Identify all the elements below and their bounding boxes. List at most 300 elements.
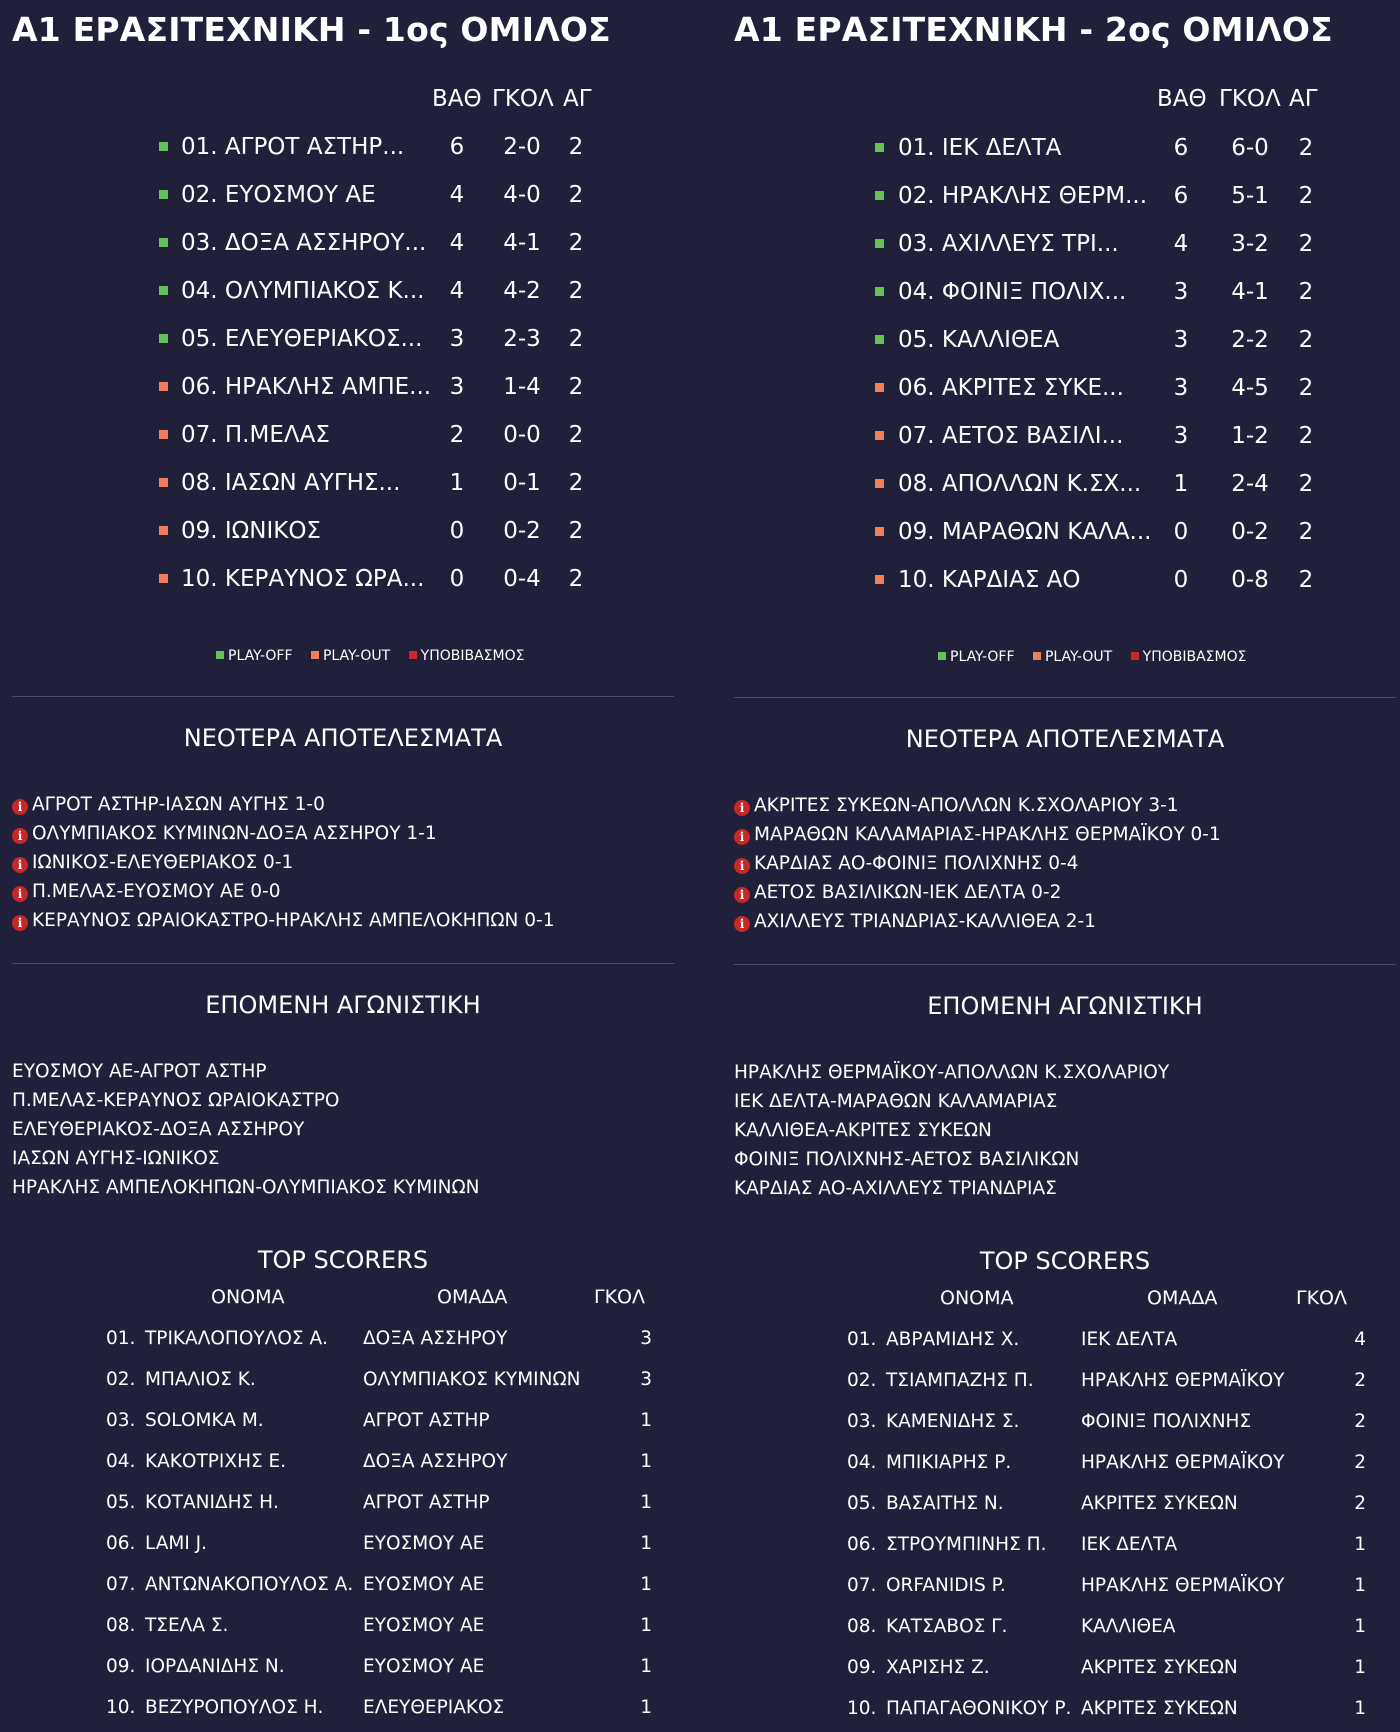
team-position: 08. <box>181 470 218 496</box>
team-position: 05. <box>898 327 935 353</box>
scorer-goals: 1 <box>640 1410 652 1431</box>
team-played: 2 <box>1298 567 1314 593</box>
scorer-name: ΚΑΜΕΝΙΔΗΣ Σ. <box>886 1411 1020 1432</box>
result-item[interactable] <box>12 910 555 936</box>
scorer-row[interactable] <box>734 1370 1396 1404</box>
scorer-position: 07. <box>847 1575 877 1596</box>
team-name: ΑΚΡΙΤΕΣ ΣΥΚΕ... <box>941 375 1124 401</box>
team-goals: 1-4 <box>503 374 541 400</box>
scorer-name: ΑΝΤΩΝΑΚΟΠΟΥΛΟΣ Α. <box>145 1574 354 1595</box>
zone-marker <box>875 191 884 200</box>
team-name: ΑΧΙΛΛΕΥΣ ΤΡΙ... <box>941 231 1119 257</box>
result-item[interactable] <box>734 795 1179 821</box>
scorer-name: ΠΑΠΑΓΑΘΟΝΙΚΟΥ Ρ. <box>886 1698 1072 1719</box>
zone-marker <box>159 574 168 583</box>
scorer-row[interactable] <box>734 1534 1396 1568</box>
team-goals: 0-1 <box>503 470 541 496</box>
standings-row[interactable] <box>734 557 1396 605</box>
team-position: 09. <box>181 518 218 544</box>
info-icon[interactable]: i <box>12 828 28 844</box>
result-item[interactable] <box>734 911 1096 937</box>
team-goals: 4-1 <box>1231 279 1269 305</box>
relegation-legend-label: ΥΠΟΒΙΒΑΣΜΟΣ <box>1142 649 1247 665</box>
scorer-name: ΒΕΖΥΡΟΠΟΥΛΟΣ Η. <box>145 1697 324 1718</box>
team-name: ΚΑΛΛΙΘΕΑ <box>941 327 1060 353</box>
playoff-legend-marker <box>216 651 224 659</box>
scorer-name: ΜΠΙΚΙΑΡΗΣ Ρ. <box>886 1452 1012 1473</box>
scorer-row[interactable] <box>734 1657 1396 1691</box>
result-item[interactable] <box>12 852 293 878</box>
info-icon[interactable]: i <box>734 887 750 903</box>
team-points: 2 <box>449 422 465 448</box>
scorer-team: ΕΥΟΣΜΟΥ ΑΕ <box>363 1615 485 1636</box>
team-name: ΙΕΚ ΔΕΛΤΑ <box>941 135 1062 161</box>
team-name: ΕΛΕΥΘΕΡΙΑΚΟΣ... <box>224 326 423 352</box>
section-divider <box>734 697 1396 698</box>
team-goals: 2-4 <box>1231 471 1269 497</box>
result-text: ΚΑΡΔΙΑΣ ΑΟ-ΦΟΙΝΙΞ ΠΟΛΙΧΝΗΣ 0-4 <box>754 853 1079 874</box>
scorer-goals: 1 <box>1354 1534 1366 1555</box>
team-goals: 4-5 <box>1231 375 1269 401</box>
team-played: 2 <box>1298 375 1314 401</box>
team-points: 6 <box>449 134 465 160</box>
team-goals: 2-3 <box>503 326 541 352</box>
team-points: 0 <box>449 566 465 592</box>
scorer-team: ΙΕΚ ΔΕΛΤΑ <box>1081 1329 1178 1350</box>
standings-row[interactable] <box>12 172 674 220</box>
scorers-team-header: ΟΜΑΔΑ <box>1147 1287 1218 1309</box>
team-position: 01. <box>181 134 218 160</box>
scorer-position: 03. <box>847 1411 877 1432</box>
results-title: ΝΕΟΤΕΡΑ ΑΠΟΤΕΛΕΣΜΑΤΑ <box>905 725 1225 753</box>
scorer-position: 01. <box>847 1329 877 1350</box>
points-header: ΒΑΘ <box>432 86 482 112</box>
team-goals: 1-2 <box>1231 423 1269 449</box>
scorer-name: ΤΣΕΛΑ Σ. <box>145 1615 229 1636</box>
scorer-row[interactable] <box>12 1492 674 1526</box>
zone-marker <box>875 239 884 248</box>
team-goals: 6-0 <box>1231 135 1269 161</box>
scorer-position: 08. <box>847 1616 877 1637</box>
scorer-team: ΑΚΡΙΤΕΣ ΣΥΚΕΩΝ <box>1081 1657 1238 1678</box>
scorer-team: ΗΡΑΚΛΗΣ ΘΕΡΜΑΪΚΟΥ <box>1081 1370 1285 1391</box>
team-name: ΑΓΡΟΤ ΑΣΤΗΡ... <box>224 134 405 160</box>
played-header: ΑΓ <box>563 86 592 112</box>
zone-marker <box>875 479 884 488</box>
scorer-name: ΚΟΤΑΝΙΔΗΣ Η. <box>145 1492 279 1513</box>
team-played: 2 <box>568 182 584 208</box>
scorer-team: ΕΛΕΥΘΕΡΙΑΚΟΣ <box>363 1697 505 1718</box>
team-points: 6 <box>1173 135 1189 161</box>
team-points: 3 <box>449 326 465 352</box>
team-points: 0 <box>449 518 465 544</box>
team-played: 2 <box>1298 471 1314 497</box>
zone-marker <box>875 527 884 536</box>
team-name: Π.ΜΕΛΑΣ <box>224 422 330 448</box>
team-name: ΚΕΡΑΥΝΟΣ ΩΡΑ... <box>224 566 425 592</box>
scorer-position: 07. <box>106 1574 136 1595</box>
scorer-team: ΦΟΙΝΙΞ ΠΟΛΙΧΝΗΣ <box>1081 1411 1252 1432</box>
scorer-row[interactable] <box>12 1369 674 1403</box>
team-name: ΙΑΣΩΝ ΑΥΓΗΣ... <box>224 470 401 496</box>
group-title: Α1 ΕΡΑΣΙΤΕΧΝΙΚΗ - 1ος ΟΜΙΛΟΣ <box>12 10 611 49</box>
scorers-goals-header: ΓΚΟΛ <box>1296 1287 1347 1309</box>
scorer-position: 06. <box>847 1534 877 1555</box>
team-goals: 3-2 <box>1231 231 1269 257</box>
team-position: 06. <box>181 374 218 400</box>
team-goals: 2-0 <box>503 134 541 160</box>
team-points: 4 <box>449 182 465 208</box>
team-points: 6 <box>1173 183 1189 209</box>
team-position: 07. <box>898 423 935 449</box>
scorer-row[interactable] <box>734 1411 1396 1445</box>
scorer-goals: 1 <box>640 1656 652 1677</box>
scorer-position: 02. <box>847 1370 877 1391</box>
zone-marker <box>159 526 168 535</box>
result-text: ΑΧΙΛΛΕΥΣ ΤΡΙΑΝΔΡΙΑΣ-ΚΑΛΛΙΘΕΑ 2-1 <box>754 911 1096 932</box>
standings-row[interactable] <box>734 269 1396 317</box>
info-icon[interactable]: i <box>12 886 28 902</box>
scorer-row[interactable] <box>12 1410 674 1444</box>
fixture-item: ΙΕΚ ΔΕΛΤΑ-ΜΑΡΑΘΩΝ ΚΑΛΑΜΑΡΙΑΣ <box>734 1091 1058 1112</box>
result-item[interactable] <box>12 823 437 849</box>
scorer-goals: 1 <box>640 1697 652 1718</box>
team-played: 2 <box>1298 327 1314 353</box>
result-text: ΜΑΡΑΘΩΝ ΚΑΛΑΜΑΡΙΑΣ-ΗΡΑΚΛΗΣ ΘΕΡΜΑΪΚΟΥ 0-1 <box>754 824 1221 845</box>
playout-legend-marker <box>1033 652 1041 660</box>
standings-legend <box>938 649 1260 669</box>
team-goals: 0-0 <box>503 422 541 448</box>
zone-marker <box>159 190 168 199</box>
team-played: 2 <box>1298 183 1314 209</box>
scorer-name: LAMI J. <box>145 1533 208 1554</box>
team-goals: 4-1 <box>503 230 541 256</box>
scorers-team-header: ΟΜΑΔΑ <box>437 1286 508 1308</box>
result-item[interactable] <box>734 824 1221 850</box>
team-goals: 4-2 <box>503 278 541 304</box>
result-item[interactable] <box>12 794 325 820</box>
team-played: 2 <box>568 230 584 256</box>
scorer-row[interactable] <box>734 1616 1396 1650</box>
team-position: 08. <box>898 471 935 497</box>
playoff-legend-label: PLAY-OFF <box>950 649 1015 665</box>
team-goals: 4-0 <box>503 182 541 208</box>
info-icon[interactable]: i <box>734 829 750 845</box>
team-name: ΕΥΟΣΜΟΥ ΑΕ <box>224 182 376 208</box>
relegation-legend-marker <box>409 651 417 659</box>
result-item[interactable] <box>734 853 1078 879</box>
scorer-row[interactable] <box>12 1574 674 1608</box>
team-position: 01. <box>898 135 935 161</box>
team-position: 06. <box>898 375 935 401</box>
team-position: 03. <box>181 230 218 256</box>
scorer-name: SOLOMKA M. <box>145 1410 264 1431</box>
info-icon[interactable]: i <box>734 916 750 932</box>
playoff-legend-label: PLAY-OFF <box>228 648 293 664</box>
team-name: ΦΟΙΝΙΞ ΠΟΛΙΧ... <box>941 279 1127 305</box>
team-played: 2 <box>568 134 584 160</box>
scorer-team: ΑΓΡΟΤ ΑΣΤΗΡ <box>363 1410 490 1431</box>
scorer-position: 06. <box>106 1533 136 1554</box>
relegation-legend-label: ΥΠΟΒΙΒΑΣΜΟΣ <box>420 648 525 664</box>
result-text: ΑΕΤΟΣ ΒΑΣΙΛΙΚΩΝ-ΙΕΚ ΔΕΛΤΑ 0-2 <box>754 882 1062 903</box>
info-icon[interactable]: i <box>12 799 28 815</box>
standings-row[interactable] <box>12 316 674 364</box>
result-text: ΚΕΡΑΥΝΟΣ ΩΡΑΙΟΚΑΣΤΡΟ-ΗΡΑΚΛΗΣ ΑΜΠΕΛΟΚΗΠΩΝ 0-1 <box>32 910 555 931</box>
standings-row[interactable] <box>734 413 1396 461</box>
scorer-name: ΣΤΡΟΥΜΠΙΝΗΣ Π. <box>886 1534 1047 1555</box>
team-name: ΗΡΑΚΛΗΣ ΘΕΡΜ... <box>941 183 1148 209</box>
scorer-row[interactable] <box>734 1329 1396 1363</box>
zone-marker <box>875 335 884 344</box>
scorer-team: ΟΛΥΜΠΙΑΚΟΣ ΚΥΜΙΝΩΝ <box>363 1369 581 1390</box>
team-goals: 5-1 <box>1231 183 1269 209</box>
scorer-position: 09. <box>106 1656 136 1677</box>
scorer-row[interactable] <box>734 1493 1396 1527</box>
team-points: 0 <box>1173 567 1189 593</box>
scorer-row[interactable] <box>12 1451 674 1485</box>
team-position: 04. <box>181 278 218 304</box>
team-position: 10. <box>898 567 935 593</box>
team-played: 2 <box>568 566 584 592</box>
team-position: 02. <box>181 182 218 208</box>
team-position: 07. <box>181 422 218 448</box>
fixture-item: Π.ΜΕΛΑΣ-ΚΕΡΑΥΝΟΣ ΩΡΑΙΟΚΑΣΤΡΟ <box>12 1090 340 1111</box>
fixtures-title: ΕΠΟΜΕΝΗ ΑΓΩΝΙΣΤΙΚΗ <box>927 992 1203 1020</box>
scorer-goals: 1 <box>1354 1698 1366 1719</box>
scorer-goals: 1 <box>640 1451 652 1472</box>
result-text: ΑΚΡΙΤΕΣ ΣΥΚΕΩΝ-ΑΠΟΛΛΩΝ Κ.ΣΧΟΛΑΡΙΟΥ 3-1 <box>754 795 1179 816</box>
scorer-position: 10. <box>106 1697 136 1718</box>
points-header: ΒΑΘ <box>1157 86 1207 112</box>
team-name: ΚΑΡΔΙΑΣ ΑΟ <box>941 567 1081 593</box>
result-text: Π.ΜΕΛΑΣ-ΕΥΟΣΜΟΥ ΑΕ 0-0 <box>32 881 281 902</box>
group-title: Α1 ΕΡΑΣΙΤΕΧΝΙΚΗ - 2ος ΟΜΙΛΟΣ <box>734 10 1333 49</box>
scorer-position: 10. <box>847 1698 877 1719</box>
team-goals: 2-2 <box>1231 327 1269 353</box>
result-text: ΟΛΥΜΠΙΑΚΟΣ ΚΥΜΙΝΩΝ-ΔΟΞΑ ΑΣΣΗΡΟΥ 1-1 <box>32 823 437 844</box>
scorer-team: ΑΚΡΙΤΕΣ ΣΥΚΕΩΝ <box>1081 1698 1238 1719</box>
team-goals: 0-2 <box>503 518 541 544</box>
scorer-team: ΑΓΡΟΤ ΑΣΤΗΡ <box>363 1492 490 1513</box>
scorer-team: ΗΡΑΚΛΗΣ ΘΕΡΜΑΪΚΟΥ <box>1081 1452 1285 1473</box>
scorer-goals: 1 <box>640 1533 652 1554</box>
scorer-goals: 4 <box>1354 1329 1366 1350</box>
zone-marker <box>875 431 884 440</box>
scorers-title: TOP SCORERS <box>257 1246 429 1274</box>
playout-legend-label: PLAY-OUT <box>1044 649 1113 665</box>
team-name: ΑΕΤΟΣ ΒΑΣΙΛΙ... <box>941 423 1124 449</box>
scorer-goals: 1 <box>1354 1575 1366 1596</box>
scorer-name: ΜΠΑΛΙΟΣ Κ. <box>145 1369 256 1390</box>
team-name: ΜΑΡΑΘΩΝ ΚΑΛΑ... <box>941 519 1152 545</box>
standings-row[interactable] <box>734 509 1396 557</box>
team-name: ΑΠΟΛΛΩΝ Κ.ΣΧ... <box>941 471 1142 497</box>
team-name: ΟΛΥΜΠΙΑΚΟΣ Κ... <box>224 278 425 304</box>
scorer-position: 05. <box>106 1492 136 1513</box>
scorer-team: ΗΡΑΚΛΗΣ ΘΕΡΜΑΪΚΟΥ <box>1081 1575 1285 1596</box>
scorer-name: ΤΡΙΚΑΛΟΠΟΥΛΟΣ Α. <box>145 1328 329 1349</box>
results-title: ΝΕΟΤΕΡΑ ΑΠΟΤΕΛΕΣΜΑΤΑ <box>183 724 503 752</box>
scorers-name-header: ΟΝΟΜΑ <box>211 1286 285 1308</box>
team-points: 1 <box>449 470 465 496</box>
scorers-title: TOP SCORERS <box>979 1247 1151 1275</box>
zone-marker <box>159 430 168 439</box>
zone-marker <box>159 286 168 295</box>
standings-legend <box>216 648 538 668</box>
scorer-position: 08. <box>106 1615 136 1636</box>
team-name: ΗΡΑΚΛΗΣ ΑΜΠΕ... <box>224 374 432 400</box>
team-played: 2 <box>1298 231 1314 257</box>
zone-marker <box>875 575 884 584</box>
zone-marker <box>159 382 168 391</box>
info-icon[interactable]: i <box>12 857 28 873</box>
scorer-position: 03. <box>106 1410 136 1431</box>
result-item[interactable] <box>12 881 281 907</box>
team-played: 2 <box>568 374 584 400</box>
playout-legend-label: PLAY-OUT <box>322 648 391 664</box>
scorer-team: ΔΟΞΑ ΑΣΣΗΡΟΥ <box>363 1328 508 1349</box>
result-text: ΑΓΡΟΤ ΑΣΤΗΡ-ΙΑΣΩΝ ΑΥΓΗΣ 1-0 <box>32 794 325 815</box>
team-position: 09. <box>898 519 935 545</box>
result-text: ΙΩΝΙΚΟΣ-ΕΛΕΥΘΕΡΙΑΚΟΣ 0-1 <box>32 852 294 873</box>
team-played: 2 <box>568 278 584 304</box>
zone-marker <box>159 334 168 343</box>
scorer-row[interactable] <box>12 1697 674 1731</box>
scorer-name: ΚΑΤΣΑΒΟΣ Γ. <box>886 1616 1008 1637</box>
section-divider <box>12 963 674 964</box>
scorer-position: 01. <box>106 1328 136 1349</box>
standings-row[interactable] <box>12 364 674 412</box>
standings-row[interactable] <box>734 125 1396 173</box>
team-points: 3 <box>1173 327 1189 353</box>
zone-marker <box>875 143 884 152</box>
team-position: 03. <box>898 231 935 257</box>
standings-row[interactable] <box>734 461 1396 509</box>
section-divider <box>12 696 674 697</box>
scorer-position: 05. <box>847 1493 877 1514</box>
playout-legend-marker <box>311 651 319 659</box>
fixtures-title: ΕΠΟΜΕΝΗ ΑΓΩΝΙΣΤΙΚΗ <box>205 991 481 1019</box>
scorer-row[interactable] <box>12 1656 674 1690</box>
standings-row[interactable] <box>734 221 1396 269</box>
scorer-row[interactable] <box>734 1698 1396 1732</box>
scorer-name: ΧΑΡΙΣΗΣ Ζ. <box>886 1657 990 1678</box>
zone-marker <box>875 383 884 392</box>
team-played: 2 <box>568 518 584 544</box>
fixture-item: ΕΛΕΥΘΕΡΙΑΚΟΣ-ΔΟΞΑ ΑΣΣΗΡΟΥ <box>12 1119 305 1140</box>
standings-row[interactable] <box>12 268 674 316</box>
standings-row[interactable] <box>12 460 674 508</box>
goals-header: ΓΚΟΛ <box>492 86 554 112</box>
scorer-row[interactable] <box>12 1328 674 1362</box>
zone-marker <box>159 478 168 487</box>
team-goals: 0-2 <box>1231 519 1269 545</box>
team-goals: 0-4 <box>503 566 541 592</box>
scorer-position: 04. <box>106 1451 136 1472</box>
standings-row[interactable] <box>12 124 674 172</box>
scorer-position: 02. <box>106 1369 136 1390</box>
team-position: 02. <box>898 183 935 209</box>
scorer-name: ΚΑΚΟΤΡΙΧΗΣ Ε. <box>145 1451 287 1472</box>
scorer-team: ΕΥΟΣΜΟΥ ΑΕ <box>363 1656 485 1677</box>
standings-row[interactable] <box>734 173 1396 221</box>
standings-header <box>12 86 674 116</box>
section-divider <box>734 964 1396 965</box>
scorer-name: ORFANIDIS P. <box>886 1575 1006 1596</box>
team-position: 05. <box>181 326 218 352</box>
scorer-goals: 2 <box>1354 1370 1366 1391</box>
info-icon[interactable]: i <box>12 915 28 931</box>
scorer-goals: 2 <box>1354 1493 1366 1514</box>
zone-marker <box>875 287 884 296</box>
team-name: ΔΟΞΑ ΑΣΣΗΡΟΥ... <box>224 230 427 256</box>
standings-row[interactable] <box>12 556 674 604</box>
team-played: 2 <box>1298 519 1314 545</box>
team-position: 04. <box>898 279 935 305</box>
standings-row[interactable] <box>12 220 674 268</box>
standings-row[interactable] <box>734 317 1396 365</box>
scorers-name-header: ΟΝΟΜΑ <box>940 1287 1014 1309</box>
scorer-goals: 3 <box>640 1328 652 1349</box>
scorer-row[interactable] <box>734 1452 1396 1486</box>
played-header: ΑΓ <box>1289 86 1318 112</box>
scorer-row[interactable] <box>12 1533 674 1567</box>
scorer-goals: 2 <box>1354 1411 1366 1432</box>
scorer-name: ΙΟΡΔΑΝΙΔΗΣ Ν. <box>145 1656 285 1677</box>
standings-row[interactable] <box>734 365 1396 413</box>
scorer-goals: 1 <box>640 1492 652 1513</box>
team-played: 2 <box>568 422 584 448</box>
info-icon[interactable]: i <box>734 858 750 874</box>
scorer-goals: 1 <box>640 1615 652 1636</box>
standings-row[interactable] <box>12 508 674 556</box>
scorer-team: ΚΑΛΛΙΘΕΑ <box>1081 1616 1176 1637</box>
relegation-legend-marker <box>1131 652 1139 660</box>
scorer-name: ΤΣΙΑΜΠΑΖΗΣ Π. <box>886 1370 1034 1391</box>
scorers-goals-header: ΓΚΟΛ <box>594 1286 645 1308</box>
team-points: 4 <box>449 278 465 304</box>
fixture-item: ΚΑΛΛΙΘΕΑ-ΑΚΡΙΤΕΣ ΣΥΚΕΩΝ <box>734 1120 992 1141</box>
team-points: 1 <box>1173 471 1189 497</box>
fixture-item: ΗΡΑΚΛΗΣ ΑΜΠΕΛΟΚΗΠΩΝ-ΟΛΥΜΠΙΑΚΟΣ ΚΥΜΙΝΩΝ <box>12 1177 480 1198</box>
scorer-row[interactable] <box>12 1615 674 1649</box>
fixture-item: ΙΑΣΩΝ ΑΥΓΗΣ-ΙΩΝΙΚΟΣ <box>12 1148 220 1169</box>
scorer-position: 04. <box>847 1452 877 1473</box>
team-points: 3 <box>1173 279 1189 305</box>
zone-marker <box>159 238 168 247</box>
team-played: 2 <box>1298 423 1314 449</box>
scorer-goals: 1 <box>640 1574 652 1595</box>
team-points: 0 <box>1173 519 1189 545</box>
standings-header <box>734 86 1396 116</box>
team-played: 2 <box>568 470 584 496</box>
scorer-name: ΑΒΡΑΜΙΔΗΣ Χ. <box>886 1329 1020 1350</box>
standings-row[interactable] <box>12 412 674 460</box>
team-played: 2 <box>568 326 584 352</box>
playoff-legend-marker <box>938 652 946 660</box>
result-item[interactable] <box>734 882 1061 908</box>
fixture-item: ΕΥΟΣΜΟΥ ΑΕ-ΑΓΡΟΤ ΑΣΤΗΡ <box>12 1061 267 1082</box>
scorer-row[interactable] <box>734 1575 1396 1609</box>
goals-header: ΓΚΟΛ <box>1219 86 1281 112</box>
scorer-team: ΕΥΟΣΜΟΥ ΑΕ <box>363 1574 485 1595</box>
scorer-name: ΒΑΣΑΙΤΗΣ Ν. <box>886 1493 1004 1514</box>
scorer-team: ΙΕΚ ΔΕΛΤΑ <box>1081 1534 1178 1555</box>
scorer-team: ΔΟΞΑ ΑΣΣΗΡΟΥ <box>363 1451 508 1472</box>
info-icon[interactable]: i <box>734 800 750 816</box>
fixture-item: ΦΟΙΝΙΞ ΠΟΛΙΧΝΗΣ-ΑΕΤΟΣ ΒΑΣΙΛΙΚΩΝ <box>734 1149 1080 1170</box>
